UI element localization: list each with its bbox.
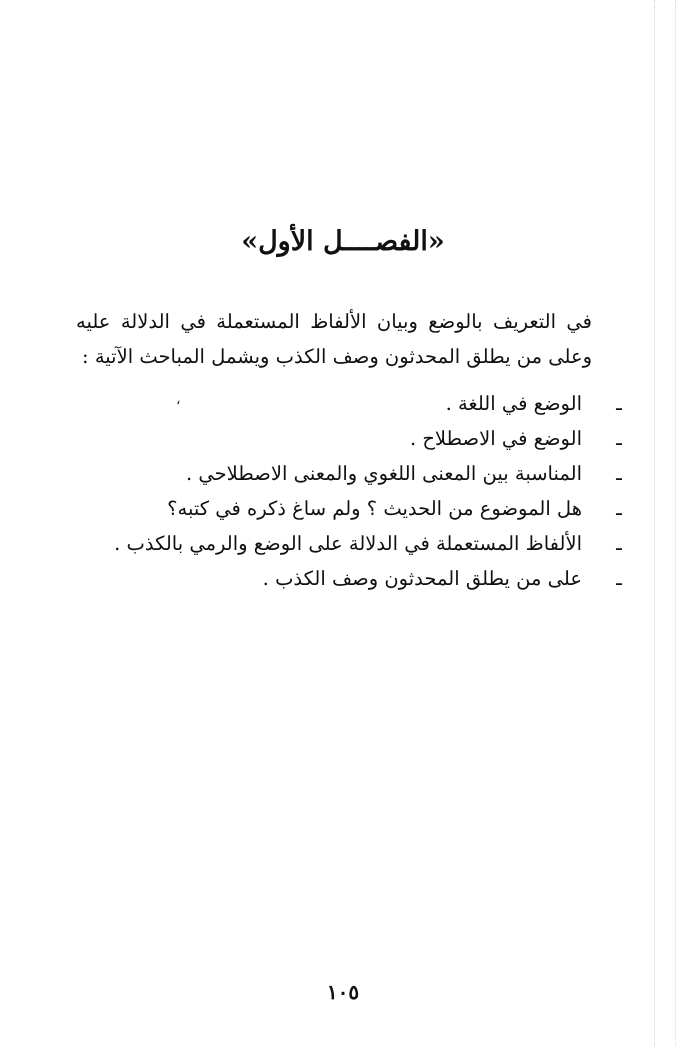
topic-text: الوضع في اللغة . <box>445 392 582 415</box>
list-item <box>66 386 626 421</box>
topics-list <box>66 386 626 596</box>
stray-comma-mark: ، <box>176 392 181 408</box>
topic-text: المناسبة بين المعنى اللغوي والمعنى الاصطلاحي . <box>185 462 582 485</box>
page-number: ١٠٥ <box>326 980 360 1004</box>
list-item <box>66 561 626 596</box>
list-item <box>66 491 626 526</box>
dash-bullet: ـ <box>616 532 622 555</box>
topic-text: هل الموضوع من الحديث ؟ ولم ساغ ذكره في كتبه؟ <box>167 497 582 520</box>
topic-text: على من يطلق المحدثون وصف الكذب . <box>262 567 582 590</box>
topic-text: الوضع في الاصطلاح . <box>409 427 582 450</box>
dash-bullet: ـ <box>616 567 622 590</box>
dash-bullet: ـ <box>616 392 622 415</box>
list-item <box>66 456 626 491</box>
list-item <box>66 421 626 456</box>
topic-text: الألفاظ المستعملة في الدلالة على الوضع والرمي بالكذب . <box>114 532 582 555</box>
scan-edge-line-outer <box>675 0 676 1046</box>
scan-edge-line <box>654 0 655 1046</box>
intro-paragraph: في التعريف بالوضع وبيان الألفاظ المستعملة في الدلالة عليه وعلى من يطلق المحدثون وصف الكذب ويشمل المباحث الآتية : <box>76 310 592 368</box>
dash-bullet: ـ <box>616 497 622 520</box>
dash-bullet: ـ <box>616 427 622 450</box>
dash-bullet: ـ <box>616 462 622 485</box>
chapter-title: «الفصــــل الأول» <box>241 226 445 257</box>
list-item <box>66 526 626 561</box>
